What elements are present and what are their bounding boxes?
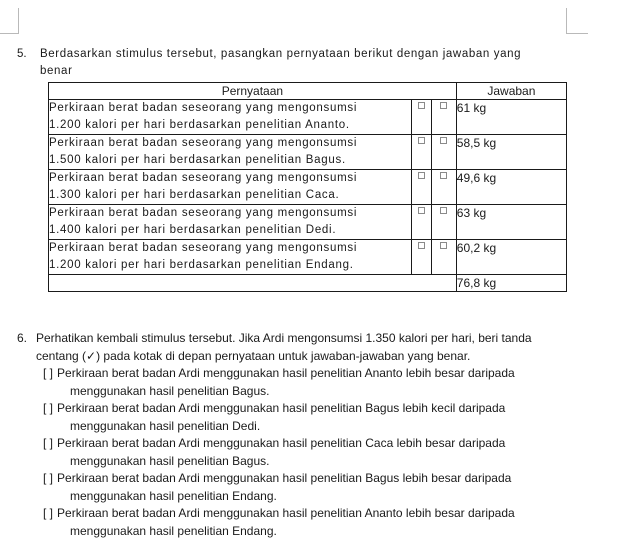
answer-cell: 76,8 kg [456, 275, 566, 292]
statement-cell [49, 170, 412, 205]
statement-line-1: Perkiraan berat badan seseorang yang mengonsumsi [49, 137, 357, 149]
table-row [49, 170, 567, 205]
table-row-extra-answer [49, 275, 567, 292]
table-row [49, 240, 567, 275]
match-checkbox-left[interactable] [411, 100, 431, 135]
match-checkbox-left[interactable] [411, 135, 431, 170]
checkbox-bracket-icon[interactable]: [ ] [43, 435, 57, 453]
option-text [57, 435, 624, 470]
option-text [57, 470, 624, 505]
checkbox-icon[interactable] [440, 242, 447, 249]
statement-line-1: Perkiraan berat badan seseorang yang mengonsumsi [49, 242, 357, 254]
question-5-prompt-line-1: Berdasarkan stimulus tersebut, pasangkan pernyataan berikut dengan jawaban yang [40, 48, 521, 60]
crop-mark-vertical-line [18, 8, 19, 34]
checkbox-icon[interactable] [440, 172, 447, 179]
question-5-prompt-row [0, 46, 624, 80]
match-checkbox-right[interactable] [431, 170, 456, 205]
option-item[interactable] [36, 365, 624, 400]
match-checkbox-left[interactable] [411, 170, 431, 205]
option-text [57, 505, 624, 540]
matching-table [48, 82, 567, 292]
checkbox-bracket-icon[interactable]: [ ] [43, 365, 57, 383]
column-header-jawaban: Jawaban [456, 83, 566, 100]
checkbox-icon[interactable] [440, 207, 447, 214]
option-line-2: menggunakan hasil penelitian Endang. [57, 523, 564, 540]
match-checkbox-left[interactable] [411, 240, 431, 275]
statement-cell [49, 100, 412, 135]
question-5 [0, 46, 624, 80]
option-line-1: Perkiraan berat badan Ardi menggunakan hasil penelitian Caca lebih besar daripada [57, 436, 505, 450]
crop-mark-top-right [566, 8, 590, 35]
checkbox-icon[interactable] [440, 102, 447, 109]
statement-cell [49, 240, 412, 275]
match-checkbox-right[interactable] [431, 240, 456, 275]
table-row [49, 100, 567, 135]
empty-statement-cell [49, 275, 457, 292]
question-6-number: 6. [0, 330, 36, 348]
answer-cell: 63 kg [456, 205, 566, 240]
option-item[interactable] [36, 400, 624, 435]
checkbox-icon[interactable] [418, 242, 425, 249]
option-line-1: Perkiraan berat badan Ardi menggunakan hasil penelitian Bagus lebih besar daripada [57, 471, 511, 485]
statement-line-2: 1.200 kalori per hari berdasarkan penelitian Ananto. [49, 117, 411, 134]
crop-mark-horizontal-line [0, 33, 19, 34]
statement-line-1: Perkiraan berat badan seseorang yang mengonsumsi [49, 207, 357, 219]
question-6-prompt [36, 330, 624, 365]
question-6 [0, 330, 624, 540]
option-item[interactable] [36, 435, 624, 470]
option-line-2: menggunakan hasil penelitian Dedi. [57, 418, 564, 436]
statement-cell [49, 205, 412, 240]
question-5-prompt [40, 46, 624, 80]
checkbox-bracket-icon[interactable]: [ ] [43, 470, 57, 488]
crop-mark-horizontal-line [566, 33, 588, 34]
answer-cell: 49,6 kg [456, 170, 566, 205]
table-header-row [49, 83, 567, 100]
option-line-1: Perkiraan berat badan Ardi menggunakan hasil penelitian Ananto lebih besar daripada [57, 506, 515, 520]
option-item[interactable] [36, 505, 624, 540]
question-6-body [36, 330, 624, 540]
match-checkbox-right[interactable] [431, 205, 456, 240]
option-line-2: menggunakan hasil penelitian Endang. [57, 488, 564, 506]
answer-cell: 60,2 kg [456, 240, 566, 275]
crop-mark-vertical-line [566, 8, 567, 34]
statement-line-1: Perkiraan berat badan seseorang yang mengonsumsi [49, 102, 357, 114]
question-6-prompt-line-2: centang (✓) pada kotak di depan pernyataan untuk jawaban-jawaban yang benar. [36, 348, 574, 366]
option-text [57, 400, 624, 435]
statement-line-2: 1.200 kalori per hari berdasarkan penelitian Endang. [49, 257, 411, 274]
checkbox-icon[interactable] [418, 102, 425, 109]
table-row [49, 205, 567, 240]
option-line-2: menggunakan hasil penelitian Bagus. [57, 453, 564, 471]
statement-line-2: 1.300 kalori per hari berdasarkan penelitian Caca. [49, 187, 411, 204]
question-6-prompt-row [0, 330, 624, 540]
question-6-prompt-line-1: Perhatikan kembali stimulus tersebut. Jika Ardi mengonsumsi 1.350 kalori per hari, beri tanda [36, 331, 532, 345]
option-line-1: Perkiraan berat badan Ardi menggunakan hasil penelitian Ananto lebih besar daripada [57, 366, 515, 380]
question-5-number: 5. [0, 46, 40, 63]
crop-mark-top-left [0, 8, 20, 35]
statement-line-2: 1.400 kalori per hari berdasarkan penelitian Dedi. [49, 222, 411, 239]
checkbox-bracket-icon[interactable]: [ ] [43, 400, 57, 418]
question-5-prompt-line-2: benar [40, 63, 578, 80]
match-checkbox-right[interactable] [431, 135, 456, 170]
column-header-pernyataan: Pernyataan [49, 83, 457, 100]
checkbox-icon[interactable] [418, 137, 425, 144]
checkbox-icon[interactable] [418, 172, 425, 179]
answer-cell: 61 kg [456, 100, 566, 135]
answer-cell: 58,5 kg [456, 135, 566, 170]
statement-cell [49, 135, 412, 170]
checkbox-icon[interactable] [440, 137, 447, 144]
option-item[interactable] [36, 470, 624, 505]
checkbox-icon[interactable] [418, 207, 425, 214]
statement-line-2: 1.500 kalori per hari berdasarkan penelitian Bagus. [49, 152, 411, 169]
table-row [49, 135, 567, 170]
statement-line-1: Perkiraan berat badan seseorang yang mengonsumsi [49, 172, 357, 184]
match-checkbox-right[interactable] [431, 100, 456, 135]
option-text [57, 365, 624, 400]
option-line-1: Perkiraan berat badan Ardi menggunakan hasil penelitian Bagus lebih kecil daripada [57, 401, 505, 415]
option-line-2: menggunakan hasil penelitian Bagus. [57, 383, 564, 401]
match-checkbox-left[interactable] [411, 205, 431, 240]
checkbox-bracket-icon[interactable]: [ ] [43, 505, 57, 523]
